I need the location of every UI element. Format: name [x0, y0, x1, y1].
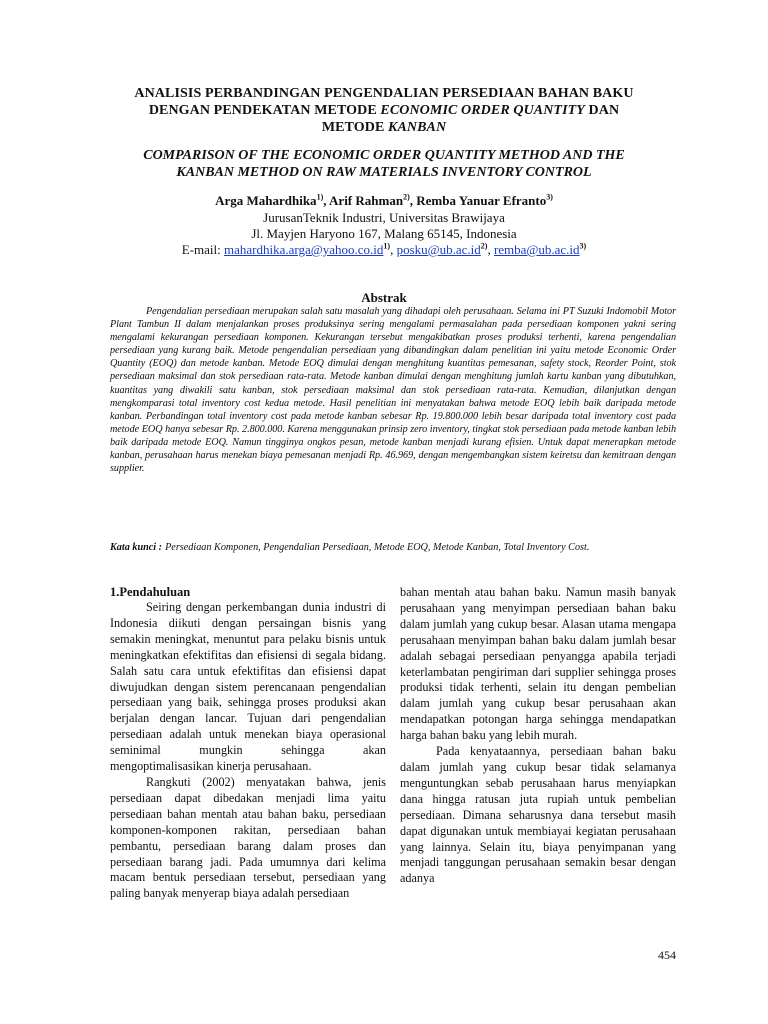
title-line-2-italic: ECONOMIC ORDER QUANTITY [380, 103, 585, 118]
affiliation-department: JurusanTeknik Industri, Universitas Brawijaya [263, 210, 505, 225]
email-link[interactable]: mahardhika.arga@yahoo.co.id [224, 242, 384, 257]
paragraph: Pada kenyataannya, persediaan bahan baku dalam jumlah yang cukup besar tidak selamanya menguntungkan sebab perusahaan harus menyiapkan dana hingga ratusan juta rupiah untuk pembelian persediaan. Dimana seharusnya dana tersebut masih dapat digunakan untuk membiayai kegiatan perusahaan yang lainnya. Selain itu, biaya penyimpanan yang menjadi tanggungan perusahaan semakin besar dengan adanya [400, 744, 676, 886]
email-line [80, 242, 688, 258]
title-en-line-1: COMPARISON OF THE ECONOMIC ORDER QUANTITY METHOD AND THE [143, 148, 625, 163]
column-right [400, 585, 676, 887]
author-mark: 2) [403, 192, 410, 202]
title-line-1: ANALISIS PERBANDINGAN PENGENDALIAN PERSEDIAAN BAHAN BAKU [134, 86, 634, 101]
title-line-3-prefix: METODE [321, 120, 388, 135]
author-separator: , [409, 193, 417, 208]
author-mark: 1) [316, 192, 324, 202]
keywords-text: Persediaan Komponen, Pengendalian Persediaan, Metode EOQ, Metode Kanban, Total Inventory Cost. [165, 542, 590, 553]
email-label: E-mail: [181, 242, 225, 257]
title-line-2-prefix: DENGAN PENDEKATAN METODE [148, 103, 381, 118]
email-link[interactable]: remba@ub.ac.id [493, 242, 580, 257]
paragraph: Rangkuti (2002) menyatakan bahwa, jenis persediaan dapat dibedakan menjadi lima yaitu persediaan bahan mentah atau bahan baku, persediaan komponen-komponen rakitan, persediaan bahan pembantu, persediaan barang dalam proses dan persediaan barang jadi. Pada umumnya dari kelima macam bentuk persediaan tersebut, persediaan yang paling banyak menyerap biaya adalah persediaan [110, 774, 386, 901]
author-name: Arga Mahardhika [215, 193, 317, 208]
title-line-3-italic: KANBAN [388, 120, 447, 135]
email-mark: 2) [480, 241, 488, 251]
column-left [110, 584, 386, 902]
author-mark: 3) [546, 192, 553, 202]
author-separator: , [323, 193, 330, 208]
paper-title-english [100, 147, 668, 181]
abstract-body: Pengendalian persediaan merupakan salah satu masalah yang dihadapi oleh perusahaan. Selama ini PT Suzuki Indomobil Motor Plant Tambun II dalam menjalankan proses produksinya sering mengalami permasalahan pada persediaan komponen yakni sering mengalami kekurangan persediaan komponen. Kekurangan tersebut mengakibatkan proses produksi terhenti, karena pengendalian persediaan yang kurang baik. Metode pengendalian persediaan yang dibandingkan dalam penelitian ini yaitu metode Economic Order Quantity (EOQ) dan metode kanban. Metode EOQ dimulai dengan menghitung kuantitas pemesanan, safety stock, Reorder Point, stok persediaan maksimal dan stok persediaan rata-rata. Metode kanban dimulai dengan menghitung jumlah kartu kanban yang dibutuhkan, kuantitas yang diwakili satu kanban, stok persediaan maksimal dan stok persediaan rata-rata. Kemudian, dilanjutkan dengan mengkomparasi total inventory cost kedua metode. Hasil penelitian ini menyatakan bahwa metode EOQ lebih baik daripada metode kanban. Perbandingan total inventory cost pada metode kanban sebesar Rp. 19.800.000 lebih besar daripada total inventory cost pada metode EOQ hanya sebesar Rp. 2.800.000. Karena menggunakan prinsip zero inventory, tingkat stok persediaan pada metode kanban lebih baik daripada metode EOQ. Namun tingginya ongkos pesan, metode kanban menjadi kurang efisien. Untuk dapat menerapkan metode kanban, perusahaan harus menekan biaya pemesanan menjadi Rp. 46.969, dengan mengembangkan sistem keiretsu dan kemitraan dengan supplier. [110, 306, 676, 475]
title-line-2-suffix: DAN [584, 103, 620, 118]
page-number: 454 [658, 948, 676, 962]
affiliation-address: Jl. Mayjen Haryono 167, Malang 65145, Indonesia [251, 226, 517, 241]
email-link[interactable]: posku@ub.ac.id [396, 242, 481, 257]
email-mark: 3) [579, 241, 587, 251]
email-mark: 1) [383, 241, 391, 251]
email-separator: , [487, 242, 494, 257]
paper-title-indonesian [100, 85, 668, 136]
author-name: Arif Rahman [329, 193, 404, 208]
section-heading: 1.Pendahuluan [110, 585, 191, 599]
keywords-label: Kata kunci : [110, 542, 163, 553]
title-line-2 [100, 102, 668, 119]
abstract-heading: Abstrak [361, 290, 407, 305]
author-list [80, 193, 688, 209]
email-separator: , [390, 242, 397, 257]
author-name: Remba Yanuar Efranto [416, 193, 547, 208]
keywords [110, 541, 676, 555]
title-line-3 [100, 119, 668, 136]
title-en-line-2: KANBAN METHOD ON RAW MATERIALS INVENTORY CONTROL [176, 165, 592, 180]
paragraph: Seiring dengan perkembangan dunia industri di Indonesia diikuti dengan persaingan bisnis yang semakin meningkat, menuntut para pelaku bisnis untuk meningkatkan efektifitas dan efisiensi di segala bidang. Salah satu cara untuk efektifitas dan efisiensi dapat diwujudkan dengan sistem perencanaan pengendalian persediaan yang baik, sehingga proses produksi akan berjalan dengan lancar. Tujuan dari pengendalian persediaan adalah untuk menekan biaya operasional seminimal mungkin sehingga akan mengoptimalisasikan kinerja perusahaan. [110, 600, 386, 774]
paragraph: bahan mentah atau bahan baku. Namun masih banyak perusahaan yang menyimpan persediaan bahan baku dalam jumlah yang cukup besar. Alasan utama mengapa perusahaan menyimpan bahan baku dalam jumlah besar adalah sebagai persediaan penyangga apabila terjadi keterlambatan pengiriman dari supplier sehingga proses produksi tidak terhenti, selain itu dengan pembelian dalam jumlah yang cukup besar perusahaan akan mendapatkan potongan harga sehingga mendapatkan harga bahan baku yang lebih murah. [400, 585, 676, 743]
